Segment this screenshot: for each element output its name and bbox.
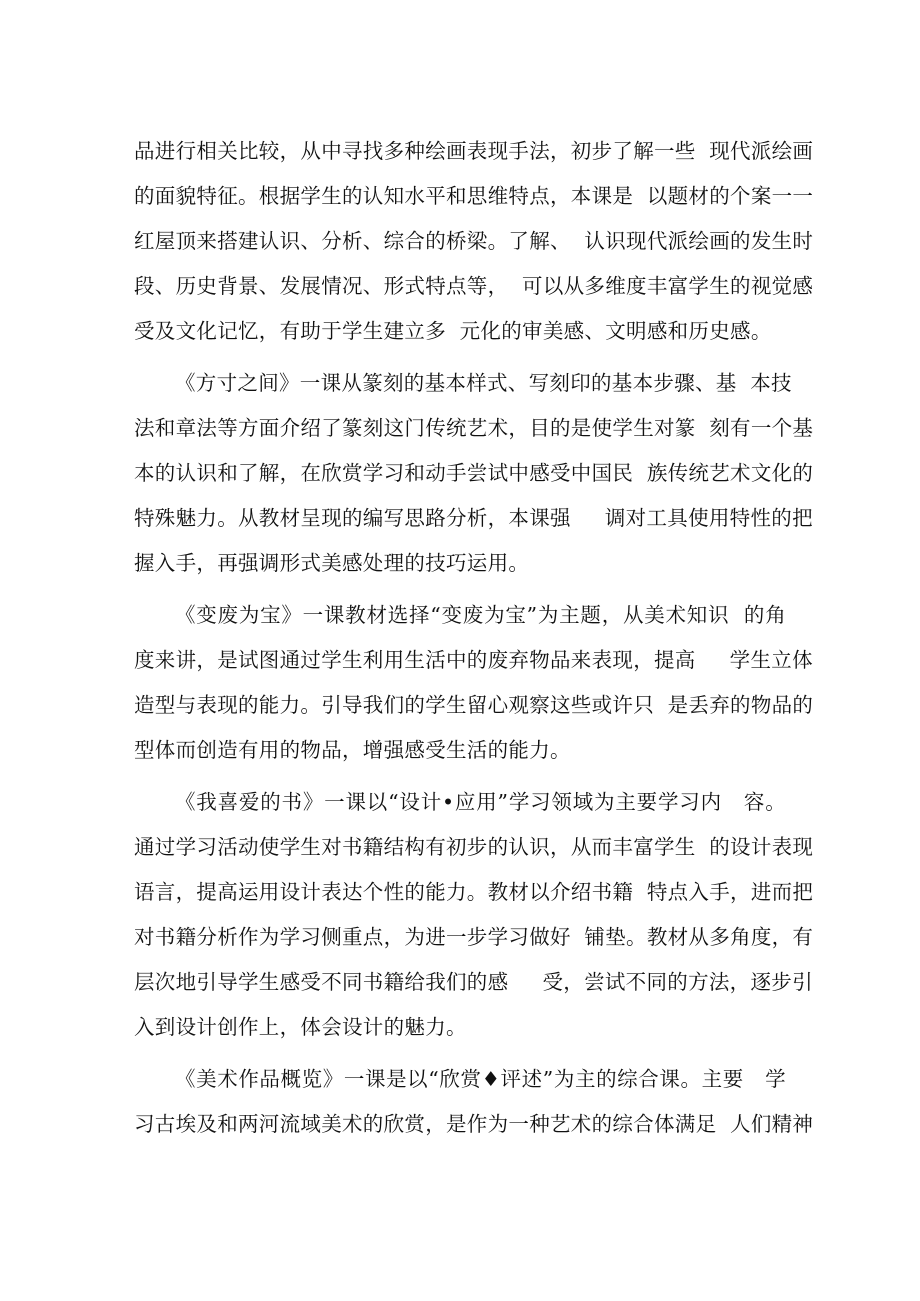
paragraph-1-line-1: 品进行相关比较，从中寻找多种绘画表现手法，初步了解一些 现代派绘画	[134, 139, 814, 163]
paragraph-2-line-5: 握入手，再强调形式美感处理的技巧运用。	[134, 551, 530, 575]
paragraph-1-line-5: 受及文化记忆，有助于学生建立多 元化的审美感、文明感和历史感。	[134, 319, 772, 343]
paragraph-4-line-5: 层次地引导学生感受不同书籍给我们的感 受，尝试不同的方法，逐步引	[134, 970, 813, 994]
paragraph-3-line-3: 造型与表现的能力。引导我们的学生留心观察这些或许只 是丢弃的物品的	[134, 693, 814, 717]
paragraph-3-line-2: 度来讲，是试图通过学生利用生活中的废弃物品来表现，提高 学生立体	[134, 648, 813, 672]
paragraph-4-line-1: 《我喜爱的书》一课以“设计•应用”学习领域为主要学习内 容。	[175, 790, 786, 814]
paragraph-4-line-2: 通过学习活动使学生对书籍结构有初步的认识，从而丰富学生 的设计表现	[134, 835, 814, 859]
paragraph-5-line-2: 习古埃及和两河流域美术的欣赏，是作为一种艺术的综合体满足 人们精神	[134, 1112, 814, 1136]
paragraph-3-line-1: 《变废为宝》一课教材选择“变废为宝”为主题，从美术知识 的角	[175, 603, 786, 627]
paragraph-1-line-4: 段、历史背景、发展情况、形式特点等， 可以从多维度丰富学生的视觉感	[134, 274, 814, 298]
paragraph-4-line-6: 入到设计创作上，体会设计的魅力。	[134, 1015, 467, 1039]
paragraph-5-line-1: 《美术作品概览》一课是以“欣赏♦评述”为主的综合课。主要 学	[175, 1067, 786, 1091]
paragraph-1-line-2: 的面貌特征。根据学生的认知水平和思维特点，本课是 以题材的个案一一	[134, 184, 814, 208]
paragraph-2-line-4: 特殊魅力。从教材呈现的编写思路分析，本课强 调对工具使用特性的把	[134, 506, 813, 530]
paragraph-4-line-3: 语言，提高运用设计表达个性的能力。教材以介绍书籍 特点入手，进而把	[134, 880, 814, 904]
paragraph-2-line-3: 本的认识和了解，在欣赏学习和动手尝试中感受中国民 族传统艺术文化的	[134, 461, 814, 485]
paragraph-1-line-3: 红屋顶来搭建认识、分析、综合的桥梁。了解、 认识现代派绘画的发生时	[134, 229, 814, 253]
paragraph-2-line-1: 《方寸之间》一课从篆刻的基本样式、写刻印的基本步骤、基 本技	[175, 371, 792, 395]
paragraph-2-line-2: 法和章法等方面介绍了篆刻这门传统艺术，目的是使学生对篆 刻有一个基	[134, 416, 814, 440]
paragraph-4-line-4: 对书籍分析作为学习侧重点，为进一步学习做好 铺垫。教材从多角度，有	[134, 925, 814, 949]
paragraph-3-line-4: 型体而创造有用的物品，增强感受生活的能力。	[134, 738, 571, 762]
